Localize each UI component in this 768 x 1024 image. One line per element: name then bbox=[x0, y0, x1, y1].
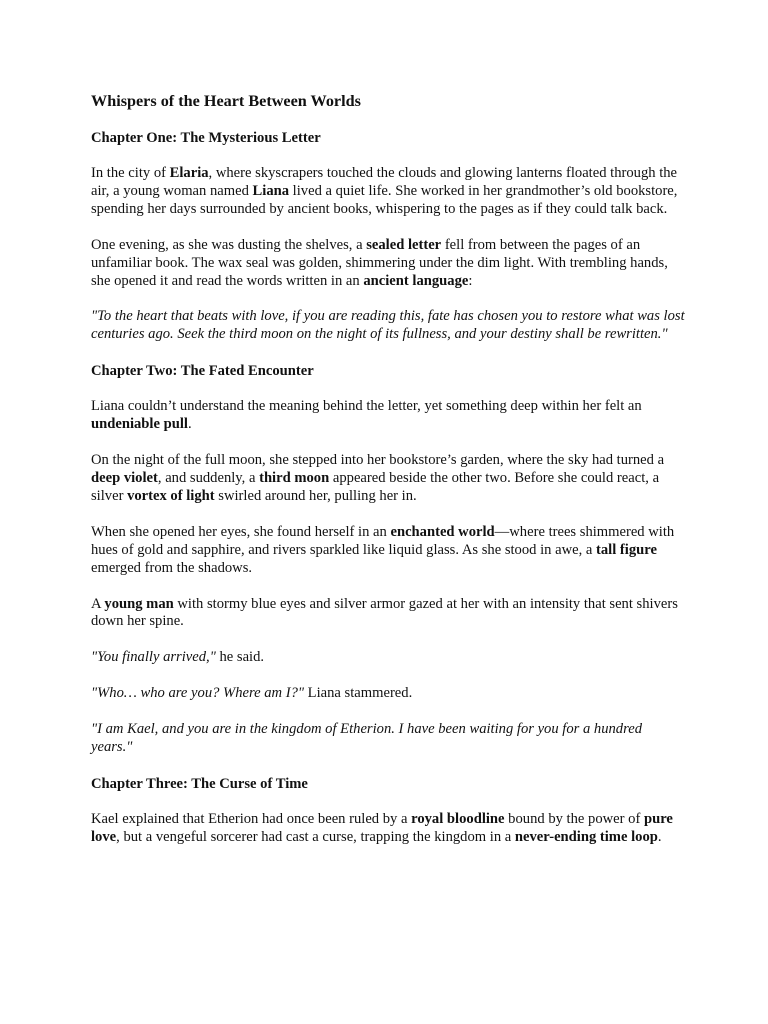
chapter-two-heading: Chapter Two: The Fated Encounter bbox=[91, 363, 314, 380]
chapter-one-paragraph-2: One evening, as she was dusting the shelves, a sealed letter fell from between the pages of an unfamiliar book. The wax seal was golden, shimmering under the dim light. With trembling hands, she opened it and read the words written in an ancient language: bbox=[91, 236, 668, 289]
bold-young-man: young man bbox=[104, 595, 174, 612]
bold-third-moon: third moon bbox=[259, 469, 330, 486]
bold-deep-violet: deep violet bbox=[91, 469, 158, 486]
bold-royal-bloodline: royal bloodline bbox=[411, 810, 505, 827]
dialogue-line-2: "Who… who are you? Where am I?" Liana stammered. bbox=[91, 685, 413, 702]
bold-pure-love: pure love bbox=[91, 810, 673, 845]
bold-ancient-language: ancient language bbox=[363, 272, 469, 289]
chapter-three-paragraph-1: Kael explained that Etherion had once been ruled by a royal bloodline bound by the power of pure love, but a vengeful sorcerer had cast a curse, trapping the kingdom in a never-ending time loop. bbox=[91, 810, 673, 845]
bold-undeniable-pull: undeniable pull bbox=[91, 416, 188, 433]
letter-quote: "To the heart that beats with love, if you are reading this, fate has chosen you to restore what was lost centuries ago. Seek the third moon on the night of its fullness, and your destiny shall be rewritten." bbox=[91, 308, 685, 343]
chapter-two-paragraph-1: Liana couldn’t understand the meaning behind the letter, yet something deep within her felt an undeniable pull. bbox=[91, 398, 642, 433]
bold-time-loop: never-ending time loop bbox=[514, 828, 658, 845]
chapter-two-paragraph-4: A young man with stormy blue eyes and silver armor gazed at her with an intensity that sent shivers down her spine. bbox=[91, 595, 678, 630]
chapter-two-paragraph-3: When she opened her eyes, she found herself in an enchanted world—where trees shimmered with hues of gold and sapphire, and rivers sparkled like liquid glass. As she stood in awe, a tall figure emerged from the shadows. bbox=[91, 523, 675, 576]
bold-enchanted-world: enchanted world bbox=[390, 523, 495, 540]
bold-sealed-letter: sealed letter bbox=[366, 236, 442, 253]
bold-tall-figure: tall figure bbox=[596, 541, 657, 558]
bold-elaria: Elaria bbox=[169, 165, 209, 181]
bold-vortex-of-light: vortex of light bbox=[127, 487, 215, 504]
chapter-three-heading: Chapter Three: The Curse of Time bbox=[91, 775, 308, 792]
document-title: Whispers of the Heart Between Worlds bbox=[91, 92, 361, 110]
document-body bbox=[91, 91, 687, 865]
chapter-one-heading: Chapter One: The Mysterious Letter bbox=[91, 130, 321, 146]
chapter-two-paragraph-2: On the night of the full moon, she stepped into her bookstore’s garden, where the sky had turned a deep violet, and suddenly, a third moon appeared beside the other two. Before she could react, a silver vortex of light swirled around her, pulling her in. bbox=[91, 452, 665, 504]
bold-liana: Liana bbox=[252, 182, 290, 199]
dialogue-line-1: "You finally arrived," he said. bbox=[91, 649, 265, 666]
chapter-one-paragraph-1: In the city of Elaria, where skyscrapers touched the clouds and glowing lanterns floated through the air, a young woman named Liana lived a quiet life. She worked in her grandmother’s old bookstore, spending her days surrounded by ancient books, whispering to the pages as if they could talk back. bbox=[91, 165, 678, 217]
dialogue-line-3: "I am Kael, and you are in the kingdom of Etherion. I have been waiting for you for a hundred years." bbox=[91, 721, 643, 756]
